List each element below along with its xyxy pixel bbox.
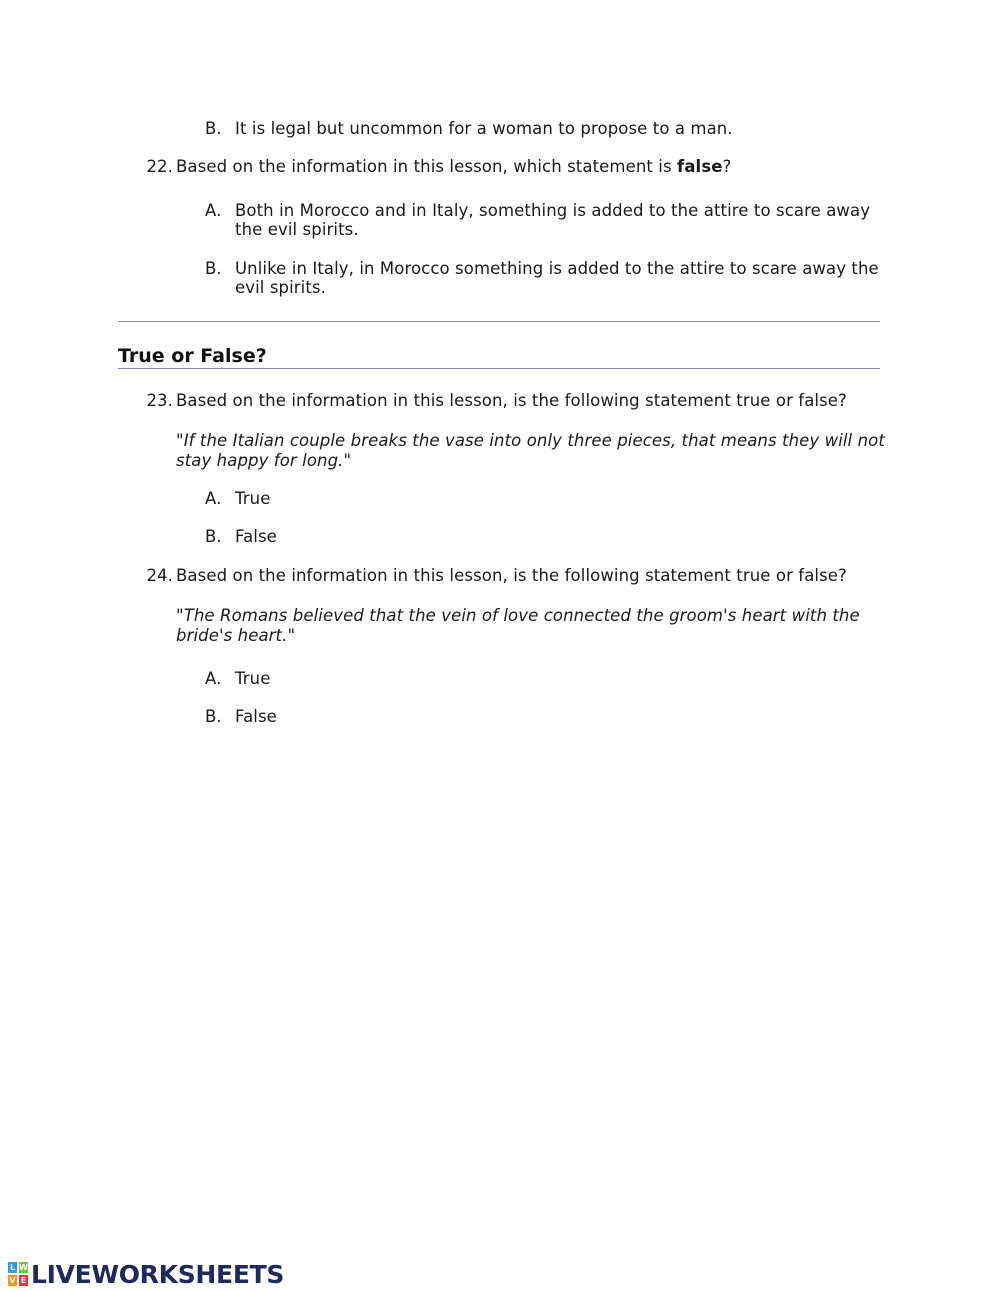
logo-block: L <box>9 1263 16 1272</box>
section-divider-top <box>118 321 880 322</box>
q24-option-b-letter: B. <box>205 707 222 726</box>
q23-quote-line2: stay happy for long." <box>176 451 352 470</box>
section-divider-bottom <box>118 368 880 369</box>
q22-number: 22. <box>146 157 173 176</box>
q23-option-a-text[interactable]: True <box>235 489 271 508</box>
q22-option-a-line1: Both in Morocco and in Italy, something is added to the attire to scare away <box>235 201 871 220</box>
q24-number: 24. <box>146 566 173 585</box>
q24-quote-line2: bride's heart." <box>176 626 296 645</box>
logo-block: E <box>20 1276 27 1285</box>
q22-option-a-letter: A. <box>205 201 222 220</box>
q22-option-a-line2: the evil spirits. <box>235 220 359 239</box>
q22-option-b-line1: Unlike in Italy, in Morocco something is added to the attire to scare away the <box>235 259 879 278</box>
q23-number: 23. <box>146 391 173 410</box>
logo-blocks-icon <box>8 1262 28 1286</box>
q24-option-a-letter: A. <box>205 669 222 688</box>
q22-option-b-letter: B. <box>205 259 222 278</box>
q22-question: Based on the information in this lesson, which statement is false? <box>176 157 732 176</box>
q23-option-b-letter: B. <box>205 527 222 546</box>
q23-option-b-text[interactable]: False <box>235 527 277 546</box>
logo-block: V <box>9 1276 16 1285</box>
q21-option-b-text: It is legal but uncommon for a woman to propose to a man. <box>235 119 733 138</box>
q21-option-b-letter: B. <box>205 119 222 138</box>
q23-option-a-letter: A. <box>205 489 222 508</box>
q22-question-bold: false <box>677 157 723 176</box>
q24-quote-line1: "The Romans believed that the vein of love connected the groom's heart with the <box>176 606 860 625</box>
section-title: True or False? <box>118 345 267 367</box>
q23-question: Based on the information in this lesson, is the following statement true or false? <box>176 391 847 410</box>
logo-text: LIVEWORKSHEETS <box>31 1259 285 1289</box>
q24-question: Based on the information in this lesson, is the following statement true or false? <box>176 566 847 585</box>
liveworksheets-logo <box>8 1260 284 1288</box>
q24-option-a-text[interactable]: True <box>235 669 271 688</box>
q24-option-b-text[interactable]: False <box>235 707 277 726</box>
logo-block: W <box>19 1263 28 1272</box>
q22-option-b-line2: evil spirits. <box>235 278 326 297</box>
q23-quote-line1: "If the Italian couple breaks the vase into only three pieces, that means they will not <box>176 431 885 450</box>
